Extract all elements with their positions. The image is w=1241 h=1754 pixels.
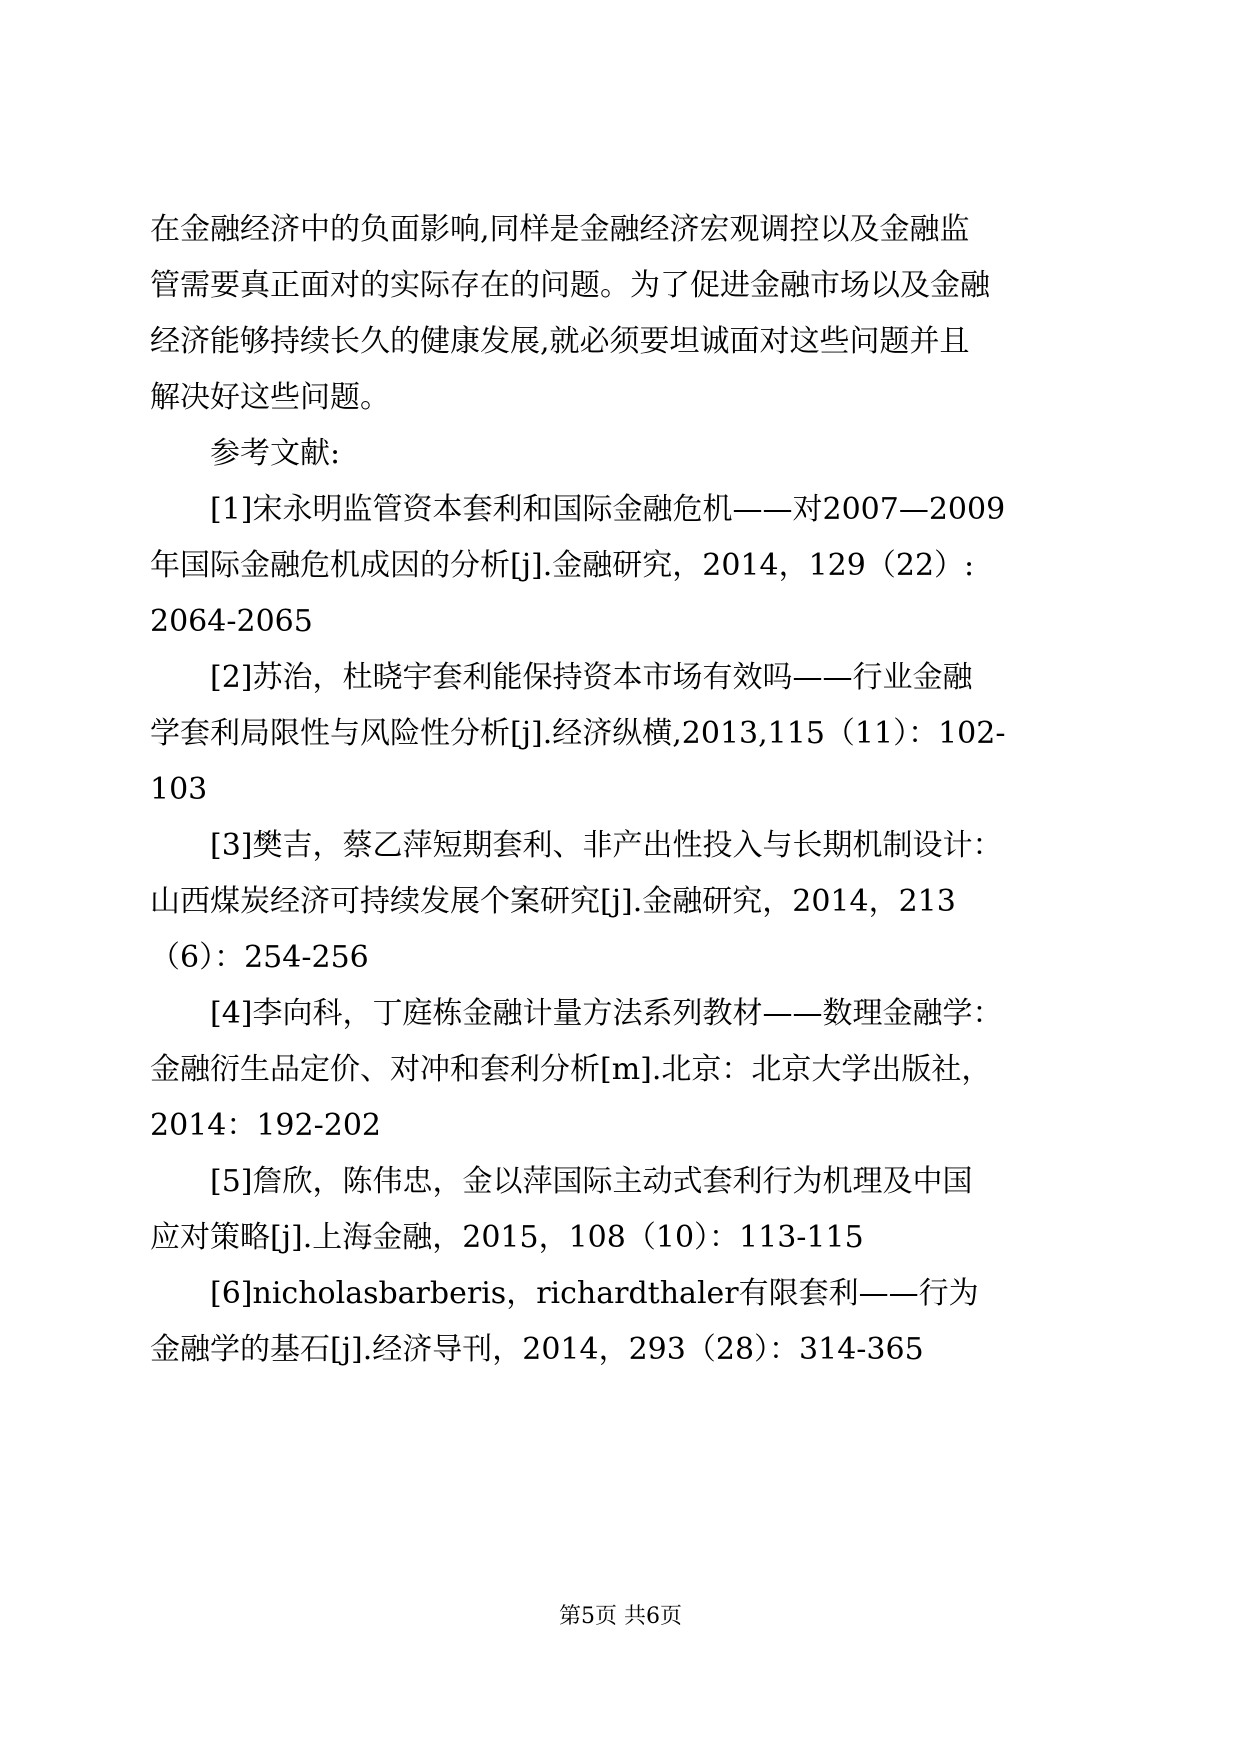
reference-line: 金融衍生品定价、对冲和套利分析[m].北京：北京大学出版社， bbox=[150, 1052, 992, 1087]
reference-line: 103 bbox=[150, 772, 208, 807]
reference-line: 2014：192-202 bbox=[150, 1108, 382, 1143]
reference-line: 山西煤炭经济可持续发展个案研究[j].金融研究，2014，213 bbox=[150, 884, 956, 919]
body-line: 管需要真正面对的实际存在的问题。为了促进金融市场以及金融 bbox=[150, 268, 990, 303]
reference-line: （6）：254-256 bbox=[150, 940, 369, 975]
reference-line: [4]李向科，丁庭栋金融计量方法系列教材——数理金融学： bbox=[210, 996, 1003, 1031]
body-line: 经济能够持续长久的健康发展,就必须要坦诚面对这些问题并且 bbox=[150, 324, 970, 359]
reference-line: [2]苏治，杜晓宇套利能保持资本市场有效吗——行业金融 bbox=[210, 660, 973, 695]
reference-line: [6]nicholasbarberis，richardthaler有限套利——行为 bbox=[210, 1276, 979, 1311]
references-heading: 参考文献: bbox=[210, 436, 341, 471]
reference-line: [3]樊吉，蔡乙萍短期套利、非产出性投入与长期机制设计： bbox=[210, 828, 1003, 863]
page-footer: 第5页 共6页 bbox=[559, 1604, 682, 1629]
reference-line: [5]詹欣，陈伟忠，金以萍国际主动式套利行为机理及中国 bbox=[210, 1164, 973, 1199]
reference-line: 应对策略[j].上海金融，2015，108（10）：113-115 bbox=[150, 1220, 864, 1255]
reference-line: 金融学的基石[j].经济导刊，2014，293（28）：314-365 bbox=[150, 1332, 924, 1367]
reference-line: 2064-2065 bbox=[150, 604, 313, 639]
body-line: 解决好这些问题。 bbox=[150, 380, 390, 415]
reference-line: 年国际金融危机成因的分析[j].金融研究，2014，129（22）: bbox=[150, 548, 975, 583]
reference-line: 学套利局限性与风险性分析[j].经济纵横,2013,115（11）：102- bbox=[150, 716, 1006, 751]
body-line: 在金融经济中的负面影响,同样是金融经济宏观调控以及金融监 bbox=[150, 212, 970, 247]
reference-line: [1]宋永明监管资本套利和国际金融危机——对2007—2009 bbox=[210, 492, 1006, 527]
